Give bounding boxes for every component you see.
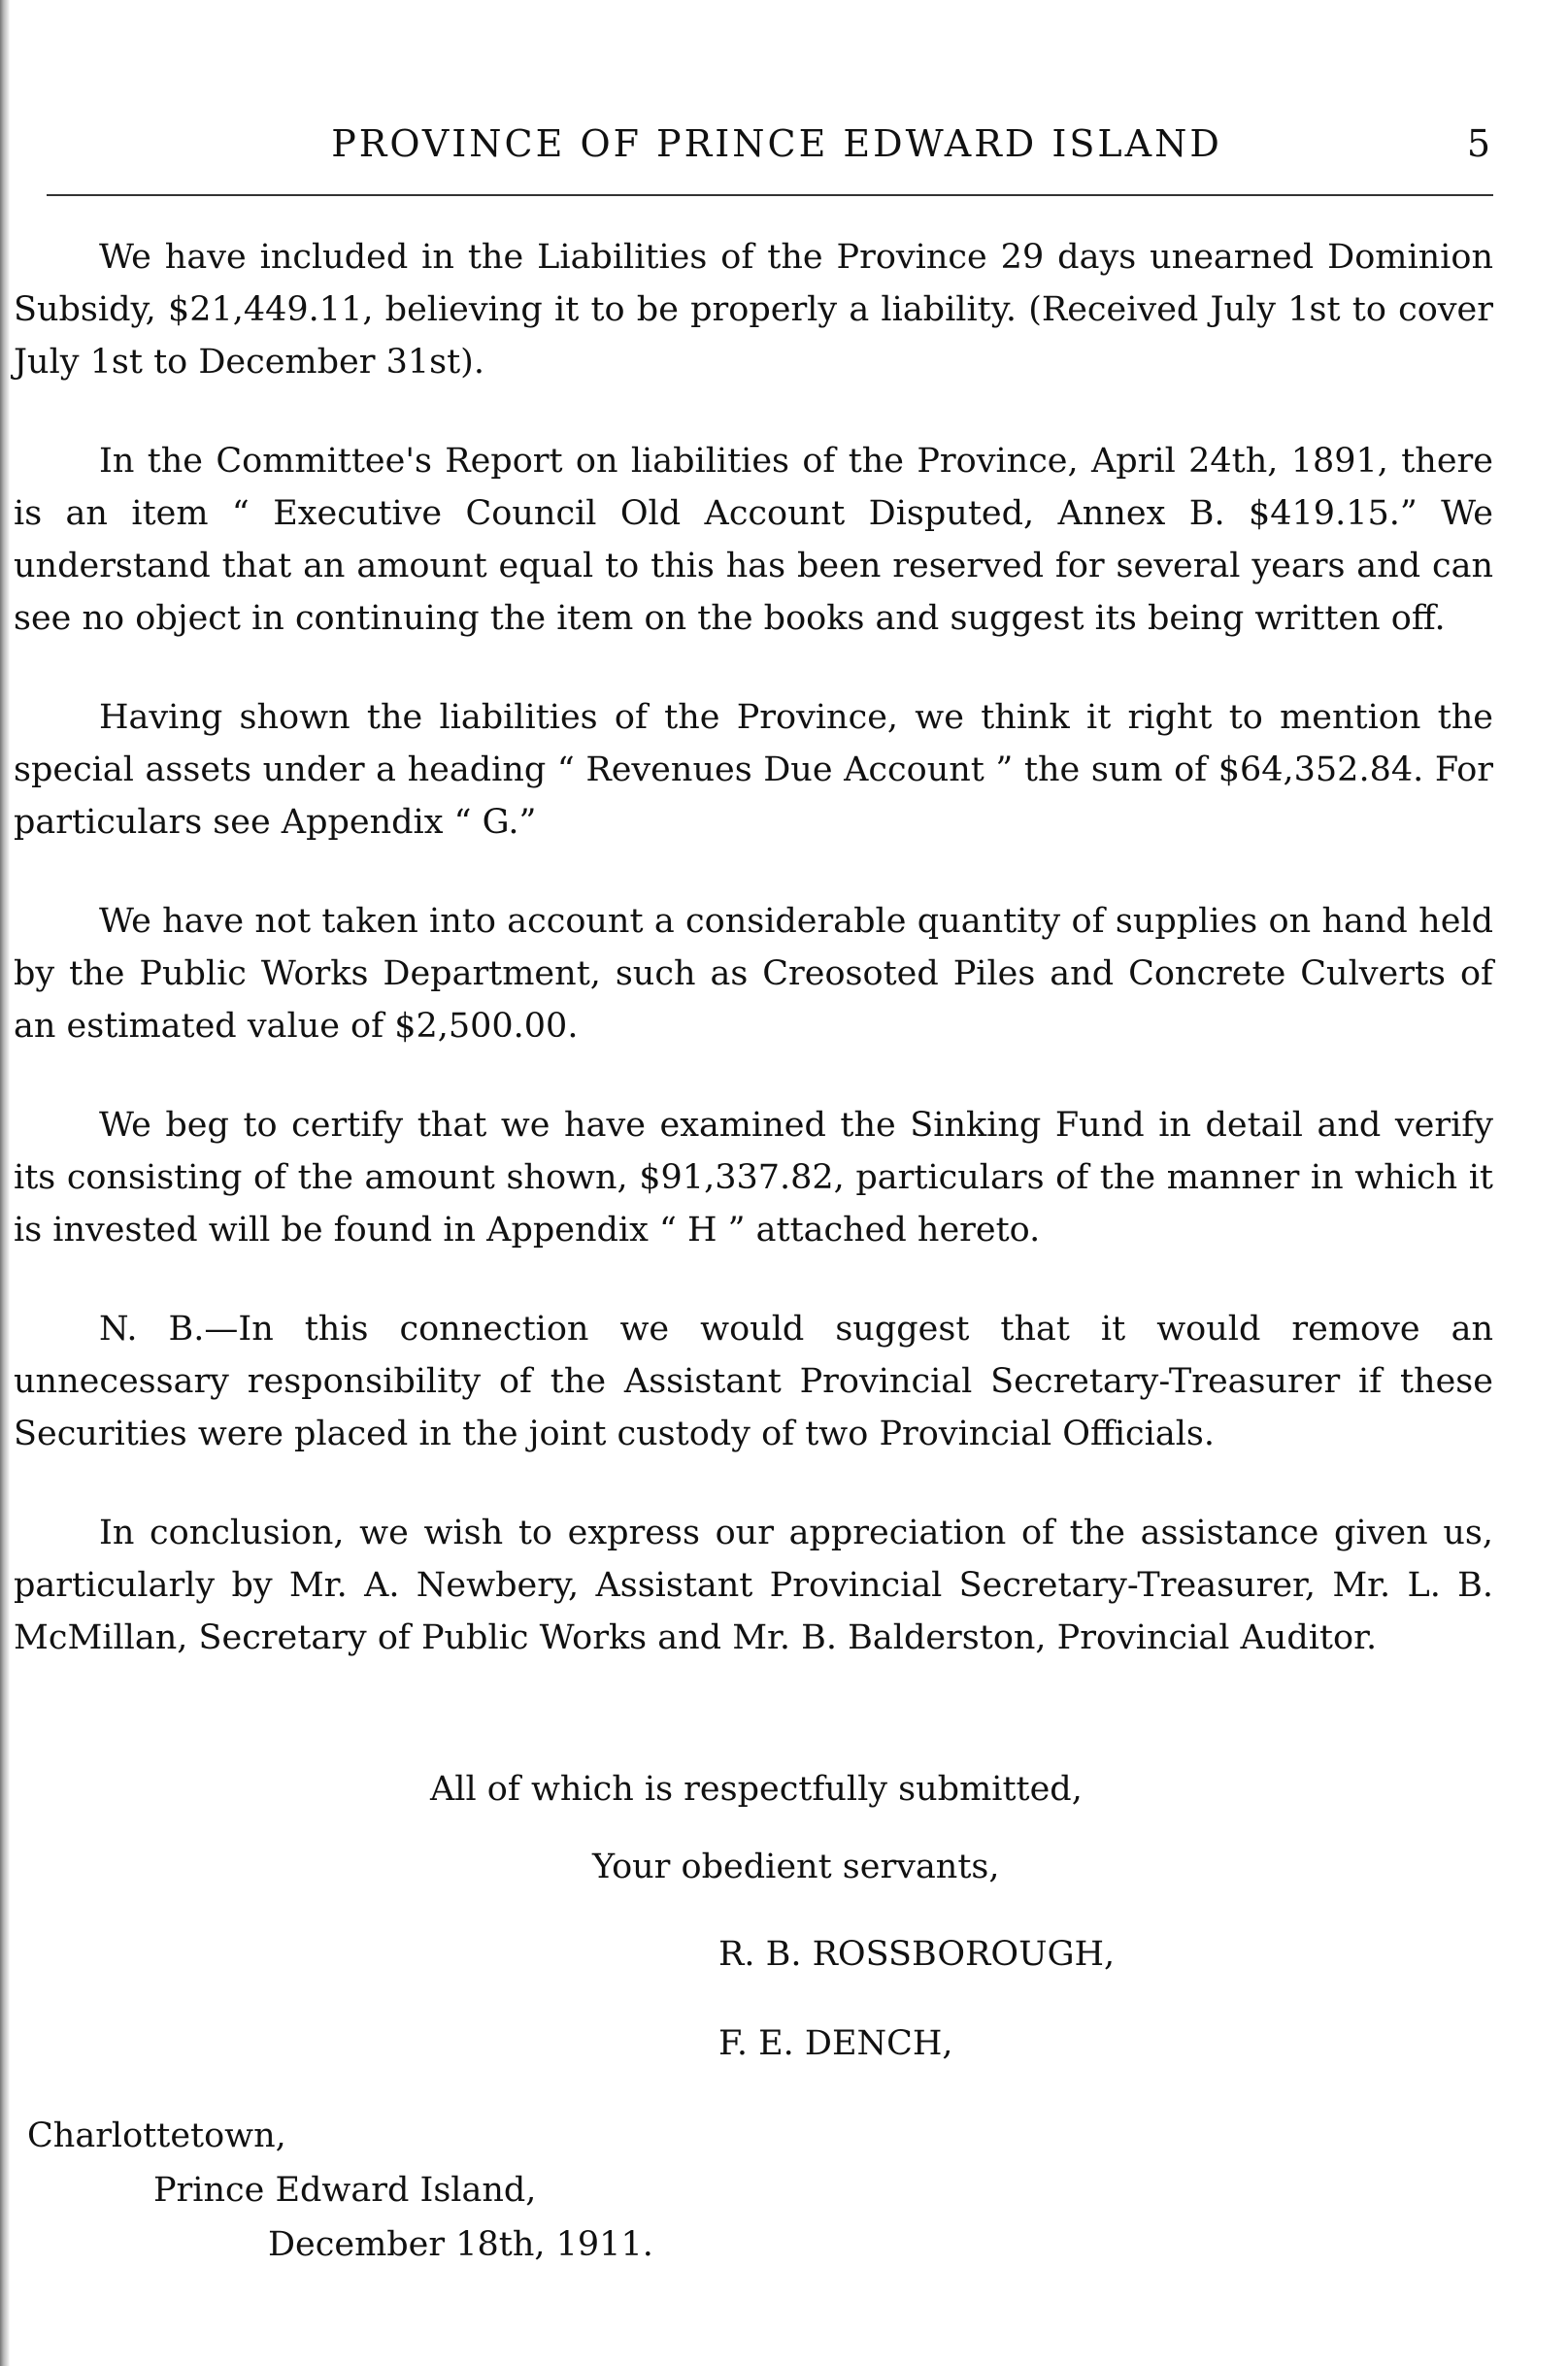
location-province: Prince Edward Island, xyxy=(153,2171,537,2210)
report-body xyxy=(14,231,1493,1711)
page-edge-shadow xyxy=(0,0,10,2366)
running-title: PROVINCE OF PRINCE EDWARD ISLAND xyxy=(331,122,1222,165)
paragraph-nota-bene: N. B.—In this connection we would suggest that it would remove an unnecessary responsibility of the Assistant Provincial Secretary-Treasurer if these Securities were placed in the joint custody of two Provincial Officials. xyxy=(14,1310,1493,1453)
location-city: Charlottetown, xyxy=(27,2116,286,2155)
closing-servants: Your obedient servants, xyxy=(592,1848,1000,1886)
header-rule xyxy=(47,194,1493,196)
signatory-dench: F. E. DENCH, xyxy=(718,2024,953,2063)
page-number: 5 xyxy=(1466,122,1490,165)
paragraph-executive-council-account: In the Committee's Report on liabilities of the Province, April 24th, 1891, there is an item “ Executive Council Old Account Disputed, Annex B. $419.15.” We understand that an amount equal to this has been reserved for several years and can see no object in continuing the item on the books and suggest its being written off. xyxy=(14,442,1493,638)
signatory-rossborough: R. B. ROSSBOROUGH, xyxy=(718,1935,1116,1974)
paragraph-dominion-subsidy: We have included in the Liabilities of the Province 29 days unearned Dominion Subsidy, $21,449.11, believing it to be properly a liability. (Received July 1st to cover July 1st to December 31st). xyxy=(14,238,1493,382)
page-header xyxy=(0,109,1568,177)
paragraph-revenues-due: Having shown the liabilities of the Province, we think it right to mention the special assets under a heading “ Revenues Due Account ” the sum of $64,352.84. For particulars see Appendix “ G.” xyxy=(14,698,1493,842)
paragraph-sinking-fund: We beg to certify that we have examined the Sinking Fund in detail and verify its consisting of the amount shown, $91,337.82, particulars of the manner in which it is invested will be found in Appendix “ H ” attached hereto. xyxy=(14,1106,1493,1250)
closing-submitted: All of which is respectfully submitted, xyxy=(430,1770,1083,1809)
paragraph-public-works-supplies: We have not taken into account a considerable quantity of supplies on hand held by the Public Works Department, such as Creosoted Piles and Concrete Culverts of an estimated value of $2,500.00. xyxy=(14,902,1493,1046)
paragraph-conclusion: In conclusion, we wish to express our appreciation of the assistance given us, particularly by Mr. A. Newbery, Assistant Provincial Secretary-Treasurer, Mr. L. B. McMillan, Secretary of Public Works and Mr. B. Balderston, Provincial Auditor. xyxy=(14,1514,1493,1657)
location-date: December 18th, 1911. xyxy=(268,2225,653,2264)
